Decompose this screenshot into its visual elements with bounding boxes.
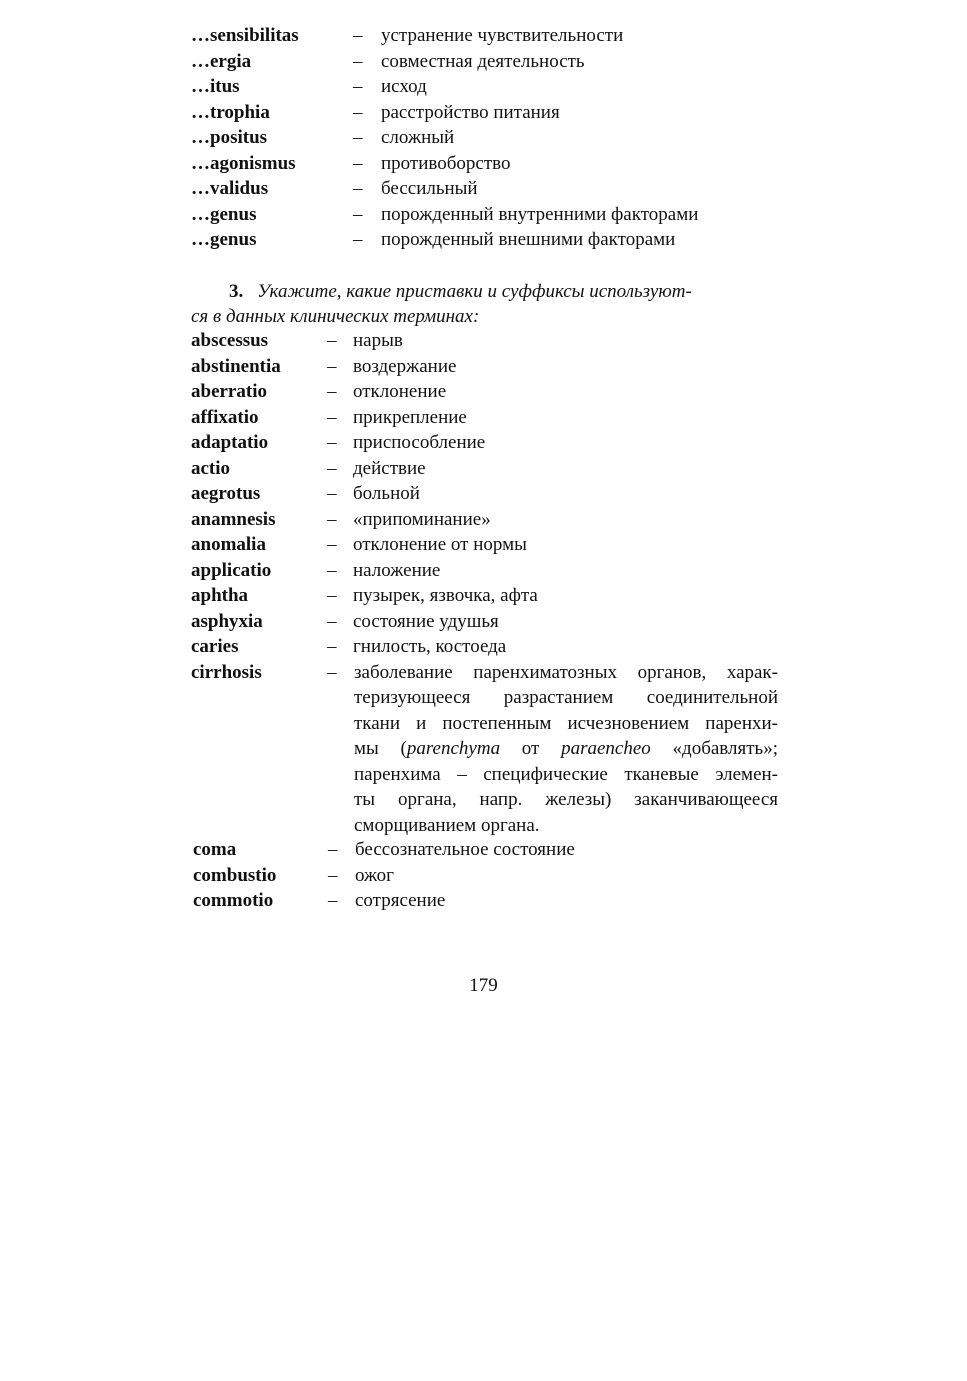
term: …agonismus	[191, 152, 296, 174]
term: abstinentia	[191, 355, 281, 377]
definition-line: теризующееся разрастанием соединительной	[354, 687, 778, 708]
cirrhosis-definition	[354, 660, 778, 839]
dash: –	[327, 432, 337, 453]
term: …sensibilitas	[191, 25, 299, 46]
list-item	[191, 532, 781, 558]
dash: –	[353, 101, 363, 123]
dash: –	[327, 610, 337, 632]
latin-term: paraencheo	[561, 738, 651, 759]
definition-line: ткани и постепенным исчезновением паренхи-	[354, 712, 778, 734]
dash: –	[353, 152, 363, 174]
term: asphyxia	[191, 610, 263, 632]
term: …trophia	[191, 101, 270, 123]
definition-line	[354, 736, 778, 762]
definition: отклонение	[353, 381, 447, 402]
definition: «припоминание»	[353, 508, 491, 530]
term: caries	[191, 636, 239, 657]
term: applicatio	[191, 559, 272, 581]
term: coma	[193, 839, 237, 860]
definition: гнилость, костоеда	[353, 636, 507, 657]
dash: –	[327, 661, 337, 683]
list-item	[191, 379, 781, 405]
definition-line: ты органа, напр. железы) заканчивающееся	[354, 789, 778, 810]
definition: наложение	[353, 559, 441, 581]
dash: –	[353, 50, 363, 72]
definition: пузырек, язвочка, афта	[353, 585, 538, 606]
dash: –	[327, 457, 337, 479]
list-item	[191, 609, 781, 635]
term: anomalia	[191, 534, 266, 555]
dash: –	[327, 534, 337, 555]
dash: –	[327, 381, 337, 402]
term: …ergia	[191, 50, 252, 72]
term: combustio	[193, 864, 277, 886]
dash: –	[328, 839, 338, 860]
task-heading-line-1	[229, 279, 692, 304]
list-item	[191, 100, 751, 126]
list-item	[191, 202, 751, 228]
definition-line: сморщиванием органа.	[354, 814, 540, 836]
page-number: 179	[469, 975, 498, 996]
definition: состояние удушья	[353, 610, 499, 632]
dash: –	[327, 585, 337, 606]
list-item	[191, 227, 751, 253]
definition: прикрепление	[353, 406, 467, 428]
list-item	[191, 74, 751, 100]
list-item	[191, 456, 781, 482]
definition: бессильный	[381, 178, 478, 199]
list-item	[191, 405, 781, 431]
term: …genus	[191, 229, 257, 250]
definition-text: мы (	[354, 738, 407, 759]
term: affixatio	[191, 406, 259, 428]
definition: действие	[353, 457, 426, 479]
list-item	[191, 507, 781, 533]
list-item	[191, 49, 751, 75]
dash: –	[327, 406, 337, 428]
dash: –	[328, 864, 338, 886]
term: …positus	[191, 127, 268, 148]
dash: –	[327, 636, 337, 657]
dash: –	[327, 483, 337, 504]
definition-text: «добавлять»;	[650, 738, 778, 759]
definition: порожденный внутренними факторами	[381, 203, 699, 225]
list-item	[191, 328, 781, 354]
dash: –	[327, 508, 337, 530]
term: aphtha	[191, 585, 249, 606]
list-item	[193, 888, 783, 914]
list-item	[191, 583, 781, 609]
list-item	[191, 125, 751, 151]
term: …itus	[191, 76, 240, 97]
list-item	[193, 837, 783, 863]
definition-text: от	[500, 738, 562, 759]
term: cirrhosis	[191, 661, 262, 683]
definition: бессознательное состояние	[355, 839, 575, 860]
dash: –	[353, 127, 363, 148]
definition: ожог	[355, 864, 394, 886]
task-heading-line-2	[191, 304, 479, 329]
dash: –	[327, 559, 337, 581]
dash: –	[353, 76, 363, 97]
dash: –	[353, 203, 363, 225]
definition-line: заболевание паренхиматозных органов, харак-	[354, 661, 778, 683]
term: actio	[191, 457, 231, 479]
definition-line: паренхима – специфические тканевые элемен-	[354, 763, 778, 785]
definition: сотрясение	[355, 890, 446, 911]
dash: –	[353, 178, 363, 199]
list-item	[191, 558, 781, 584]
term: …genus	[191, 203, 257, 225]
term: commotio	[193, 890, 274, 911]
definition: сложный	[381, 127, 455, 148]
definition: приспособление	[353, 432, 486, 453]
definition: больной	[353, 483, 420, 504]
task-number: 3.	[229, 281, 244, 302]
list-item	[193, 863, 783, 889]
dash: –	[328, 890, 338, 911]
term: adaptatio	[191, 432, 269, 453]
dash: –	[353, 25, 363, 46]
term: abscessus	[191, 330, 269, 351]
list-item	[191, 23, 751, 49]
term: aberratio	[191, 381, 267, 402]
definition: совместная деятельность	[381, 50, 585, 72]
definition: порожденный внешними факторами	[381, 229, 676, 250]
latin-term: parenchyma	[406, 738, 501, 759]
definition: противоборство	[381, 152, 511, 174]
dash: –	[327, 355, 337, 377]
list-item	[191, 151, 751, 177]
list-item	[191, 481, 781, 507]
definition: нарыв	[353, 330, 403, 351]
task-text-2: ся в данных клинических терминах:	[191, 306, 480, 327]
list-item	[191, 430, 781, 456]
dash: –	[353, 229, 363, 250]
list-item	[191, 354, 781, 380]
definition: расстройство питания	[381, 101, 560, 123]
term: anamnesis	[191, 508, 276, 530]
dash: –	[327, 330, 337, 351]
list-item	[191, 634, 781, 660]
list-item	[191, 176, 751, 202]
task-text-1: Укажите, какие приставки и суффиксы используют-	[257, 281, 692, 302]
definition: исход	[381, 76, 427, 97]
definition: отклонение от нормы	[353, 534, 527, 555]
definition: устранение чувствительности	[381, 25, 624, 46]
definition: воздержание	[353, 355, 457, 377]
term: …validus	[191, 178, 269, 199]
term: aegrotus	[191, 483, 261, 504]
